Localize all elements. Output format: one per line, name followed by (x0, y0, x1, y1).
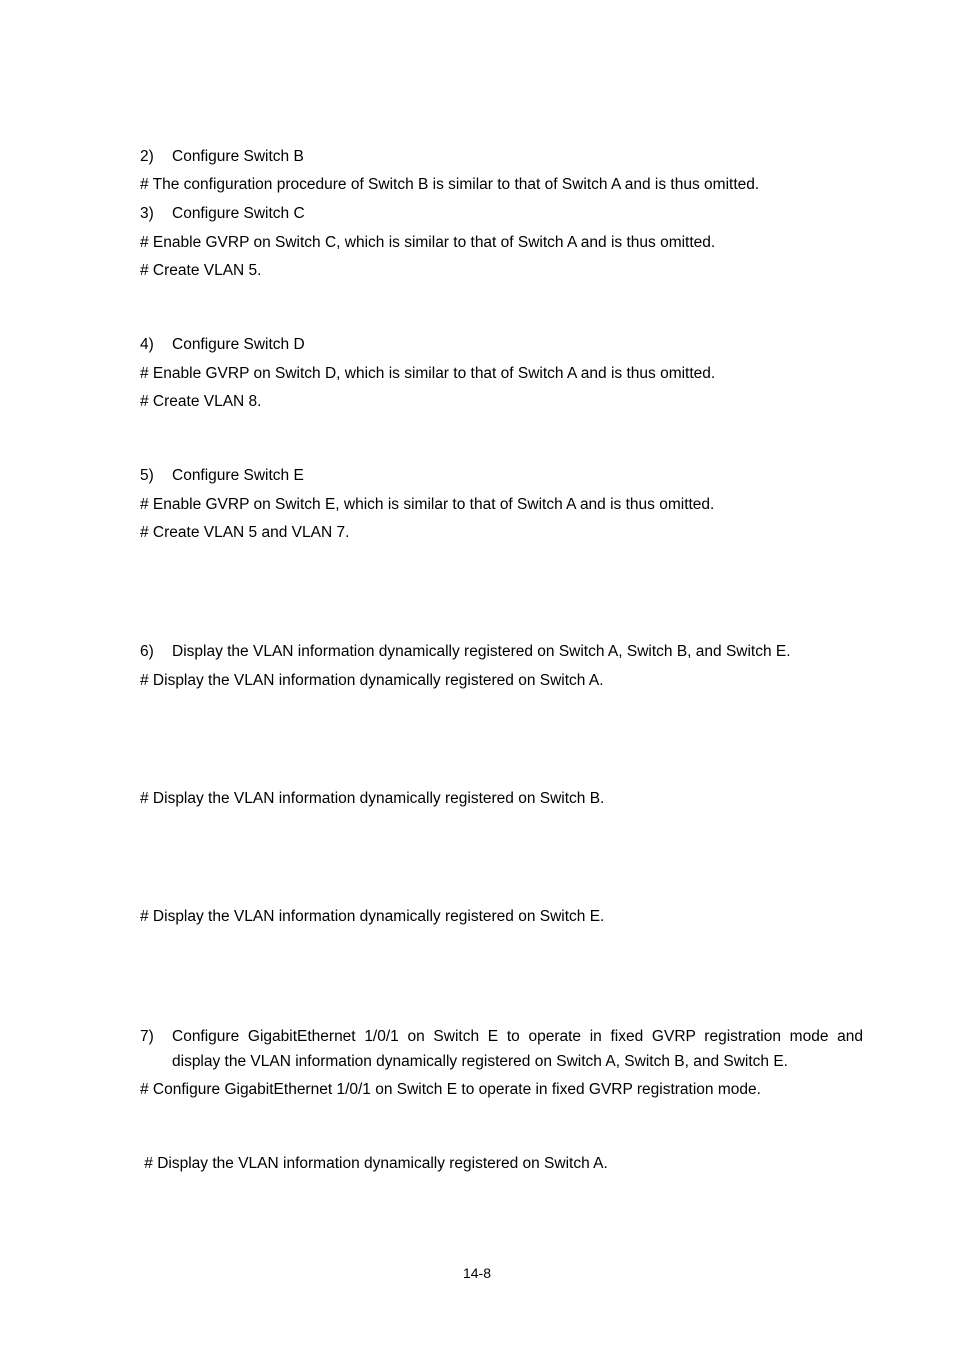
paragraph-switch-c-vlan: # Create VLAN 5. (140, 262, 262, 279)
step-text: Display the VLAN information dynamically registered on Switch A, Switch B, and Switch E. (172, 643, 791, 660)
step-6 (140, 642, 791, 662)
step-number: 4) (140, 336, 154, 353)
paragraph-switch-b: # The configuration procedure of Switch B is similar to that of Switch A and is thus omitted. (140, 176, 760, 193)
step-number: 5) (140, 467, 154, 484)
step-5 (140, 466, 304, 486)
step-number: 7) (140, 1028, 154, 1045)
paragraph-switch-d-gvrp: # Enable GVRP on Switch D, which is similar to that of Switch A and is thus omitted. (140, 365, 716, 382)
paragraph-display-switch-e: # Display the VLAN information dynamically registered on Switch E. (140, 908, 605, 925)
paragraph-display-switch-a: # Display the VLAN information dynamically registered on Switch A. (140, 672, 604, 689)
step-text-line-1: Configure GigabitEthernet 1/0/1 on Switch E to operate in fixed GVRP registration mode and (172, 1028, 863, 1045)
step-number: 3) (140, 205, 154, 222)
paragraph-switch-d-vlan: # Create VLAN 8. (140, 393, 262, 410)
paragraph-switch-e-gvrp: # Enable GVRP on Switch E, which is similar to that of Switch A and is thus omitted. (140, 496, 715, 513)
step-number: 6) (140, 643, 154, 660)
step-text-line-2: display the VLAN information dynamically registered on Switch A, Switch B, and Switch E. (172, 1053, 788, 1070)
step-text: Configure Switch B (172, 148, 304, 165)
paragraph-display-switch-b: # Display the VLAN information dynamically registered on Switch B. (140, 790, 605, 807)
step-number: 2) (140, 148, 154, 165)
step-text: Configure Switch E (172, 467, 304, 484)
step-2 (140, 147, 304, 167)
paragraph-display-switch-a-fixed: # Display the VLAN information dynamically registered on Switch A. (140, 1155, 608, 1172)
paragraph-configure-fixed-mode: # Configure GigabitEthernet 1/0/1 on Switch E to operate in fixed GVRP registration mode. (140, 1081, 761, 1098)
step-text: Configure Switch C (172, 205, 305, 222)
step-3 (140, 204, 305, 224)
paragraph-switch-e-vlan: # Create VLAN 5 and VLAN 7. (140, 524, 350, 541)
page-number: 14-8 (462, 1265, 492, 1281)
step-7 (140, 1024, 863, 1074)
paragraph-switch-c-gvrp: # Enable GVRP on Switch C, which is similar to that of Switch A and is thus omitted. (140, 234, 716, 251)
step-text: Configure Switch D (172, 336, 305, 353)
step-4 (140, 335, 305, 355)
